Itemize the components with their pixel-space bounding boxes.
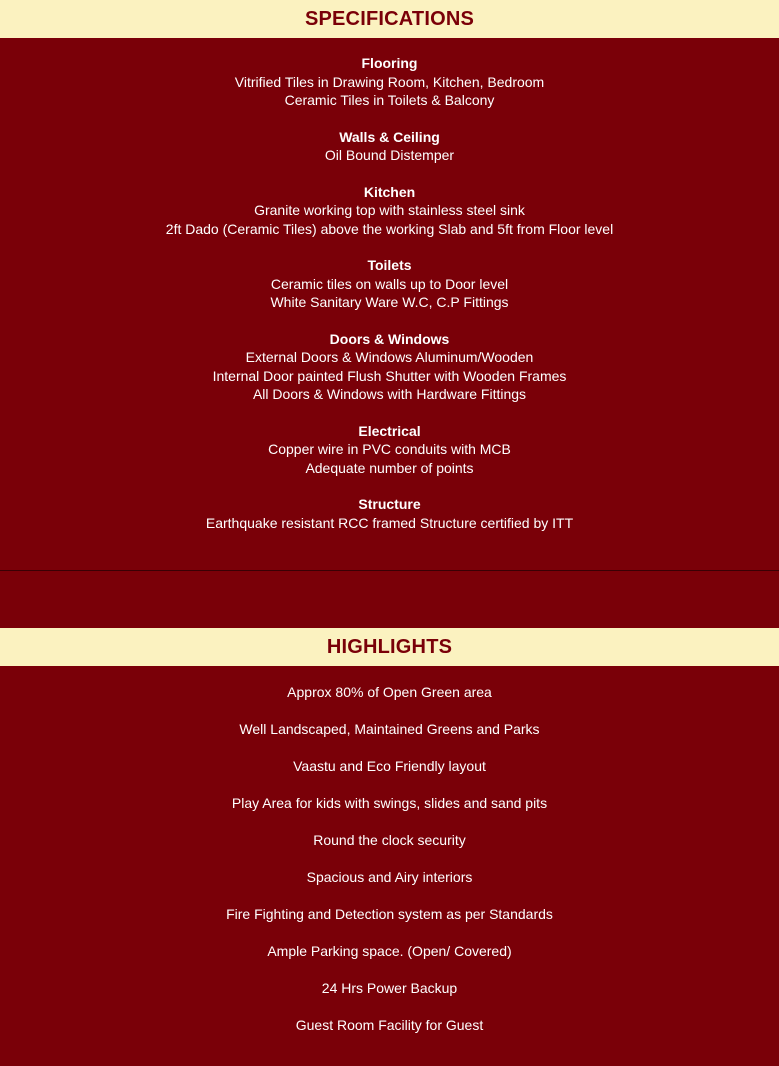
spec-title: Structure (358, 496, 421, 512)
highlights-list (0, 683, 779, 1053)
spec-line: Earthquake resistant RCC framed Structure certified by ITT (205, 514, 574, 531)
spec-line: Vitrified Tiles in Drawing Room, Kitchen, Bedroom (234, 73, 545, 90)
spec-line: External Doors & Windows Aluminum/Wooden (245, 349, 534, 365)
spec-group-toilets (0, 256, 779, 312)
spec-line: Ceramic Tiles in Toilets & Balcony (284, 92, 495, 108)
spec-line: Copper wire in PVC conduits with MCB (268, 441, 511, 457)
spec-group-structure (0, 495, 779, 532)
highlights-heading: HIGHLIGHTS (0, 628, 779, 666)
highlight-item: Fire Fighting and Detection system as per Standards (226, 906, 553, 922)
spec-title: Electrical (358, 422, 421, 439)
spec-line: Ceramic tiles on walls up to Door level (270, 275, 509, 292)
spec-line: Oil Bound Distemper (324, 147, 455, 163)
spec-title: Toilets (367, 257, 412, 273)
spec-line: Adequate number of points (305, 459, 474, 476)
spec-group-flooring (0, 54, 779, 110)
specifications-list (0, 54, 779, 550)
highlight-item: Well Landscaped, Maintained Greens and Parks (239, 721, 540, 737)
spec-line: All Doors & Windows with Hardware Fittings (252, 386, 527, 402)
highlight-item: Guest Room Facility for Guest (295, 1017, 484, 1033)
highlight-item: Spacious and Airy interiors (306, 869, 473, 885)
spec-line: 2ft Dado (Ceramic Tiles) above the working Slab and 5ft from Floor level (165, 220, 614, 237)
highlight-item: 24 Hrs Power Backup (321, 980, 458, 996)
spec-title: Walls & Ceiling (339, 128, 440, 145)
specifications-heading: SPECIFICATIONS (0, 0, 779, 38)
spec-group-electrical (0, 422, 779, 478)
spec-title: Doors & Windows (329, 330, 450, 347)
highlight-item: Play Area for kids with swings, slides and sand pits (231, 795, 548, 811)
spec-line: White Sanitary Ware W.C, C.P Fittings (270, 294, 509, 310)
highlight-item: Approx 80% of Open Green area (287, 684, 492, 700)
highlight-item: Vaastu and Eco Friendly layout (293, 758, 486, 774)
spec-title: Flooring (361, 55, 418, 71)
highlight-item: Ample Parking space. (Open/ Covered) (267, 943, 512, 959)
spec-group-kitchen (0, 183, 779, 239)
spec-group-doors-windows (0, 330, 779, 404)
spec-line: Granite working top with stainless steel sink (254, 202, 525, 218)
highlight-item: Round the clock security (313, 832, 466, 848)
spec-title: Kitchen (363, 183, 416, 200)
section-divider (0, 570, 779, 571)
spec-group-walls-ceiling (0, 128, 779, 165)
spec-line: Internal Door painted Flush Shutter with Wooden Frames (212, 367, 567, 384)
